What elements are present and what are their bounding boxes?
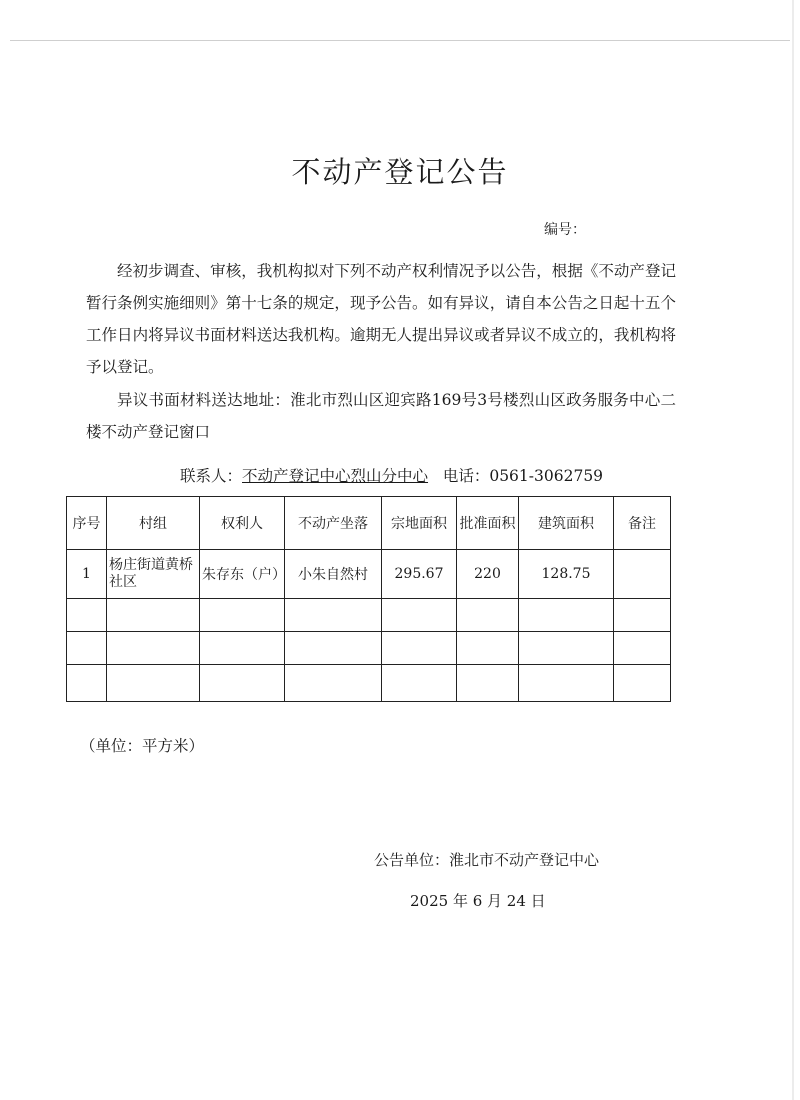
table-cell-index: 1 (67, 550, 107, 599)
phone-label: 电话： (442, 467, 490, 485)
unit-note: （单位：平方米） (80, 737, 205, 755)
table-row-empty (67, 665, 671, 702)
table-cell-owner: 朱存东（户） (200, 550, 285, 599)
notice-date: 2025 年 6 月 24 日 (410, 892, 546, 910)
table-row (67, 550, 671, 599)
table-cell-building-area: 128.75 (519, 550, 614, 599)
objection-address-paragraph: 异议书面材料送达地址：淮北市烈山区迎宾路169号3号楼烈山区政务服务中心二楼不动产登记窗口 (86, 391, 676, 441)
serial-number-label: 编号： (544, 222, 586, 238)
table-row-empty (67, 632, 671, 665)
scan-edge-line (10, 40, 790, 41)
table-header-row (67, 497, 671, 550)
table-row-empty (67, 599, 671, 632)
table-cell-land-area: 295.67 (382, 550, 457, 599)
column-header: 批准面积 (457, 497, 519, 550)
column-header: 不动产坐落 (285, 497, 382, 550)
contact-line (180, 464, 603, 486)
table-cell-village: 杨庄街道黄桥社区 (107, 550, 200, 599)
table-cell-approved-area: 220 (457, 550, 519, 599)
column-header: 村组 (107, 497, 200, 550)
notice-title: 不动产登记公告 (291, 155, 509, 189)
property-register-table (66, 496, 671, 702)
column-header: 备注 (614, 497, 671, 550)
column-header: 建筑面积 (519, 497, 614, 550)
contact-name: 不动产登记中心烈山分中心 (242, 467, 429, 485)
table-cell-location: 小朱自然村 (285, 550, 382, 599)
phone-number: 0561-3062759 (489, 467, 604, 485)
contact-label: 联系人： (180, 467, 243, 485)
notice-body-paragraph: 经初步调查、审核，我机构拟对下列不动产权利情况予以公告，根据《不动产登记暂行条例实施细则》第十七条的规定，现予公告。如有异议，请自本公告之日起十五个工作日内将异议书面材料送达我机构。逾期无人提出异议或者异议不成立的，我机构将予以登记。 (86, 262, 676, 376)
column-header: 权利人 (200, 497, 285, 550)
table-cell-remark (614, 550, 671, 599)
column-header: 宗地面积 (382, 497, 457, 550)
issuing-authority: 公告单位：淮北市不动产登记中心 (374, 851, 600, 869)
column-header: 序号 (67, 497, 107, 550)
